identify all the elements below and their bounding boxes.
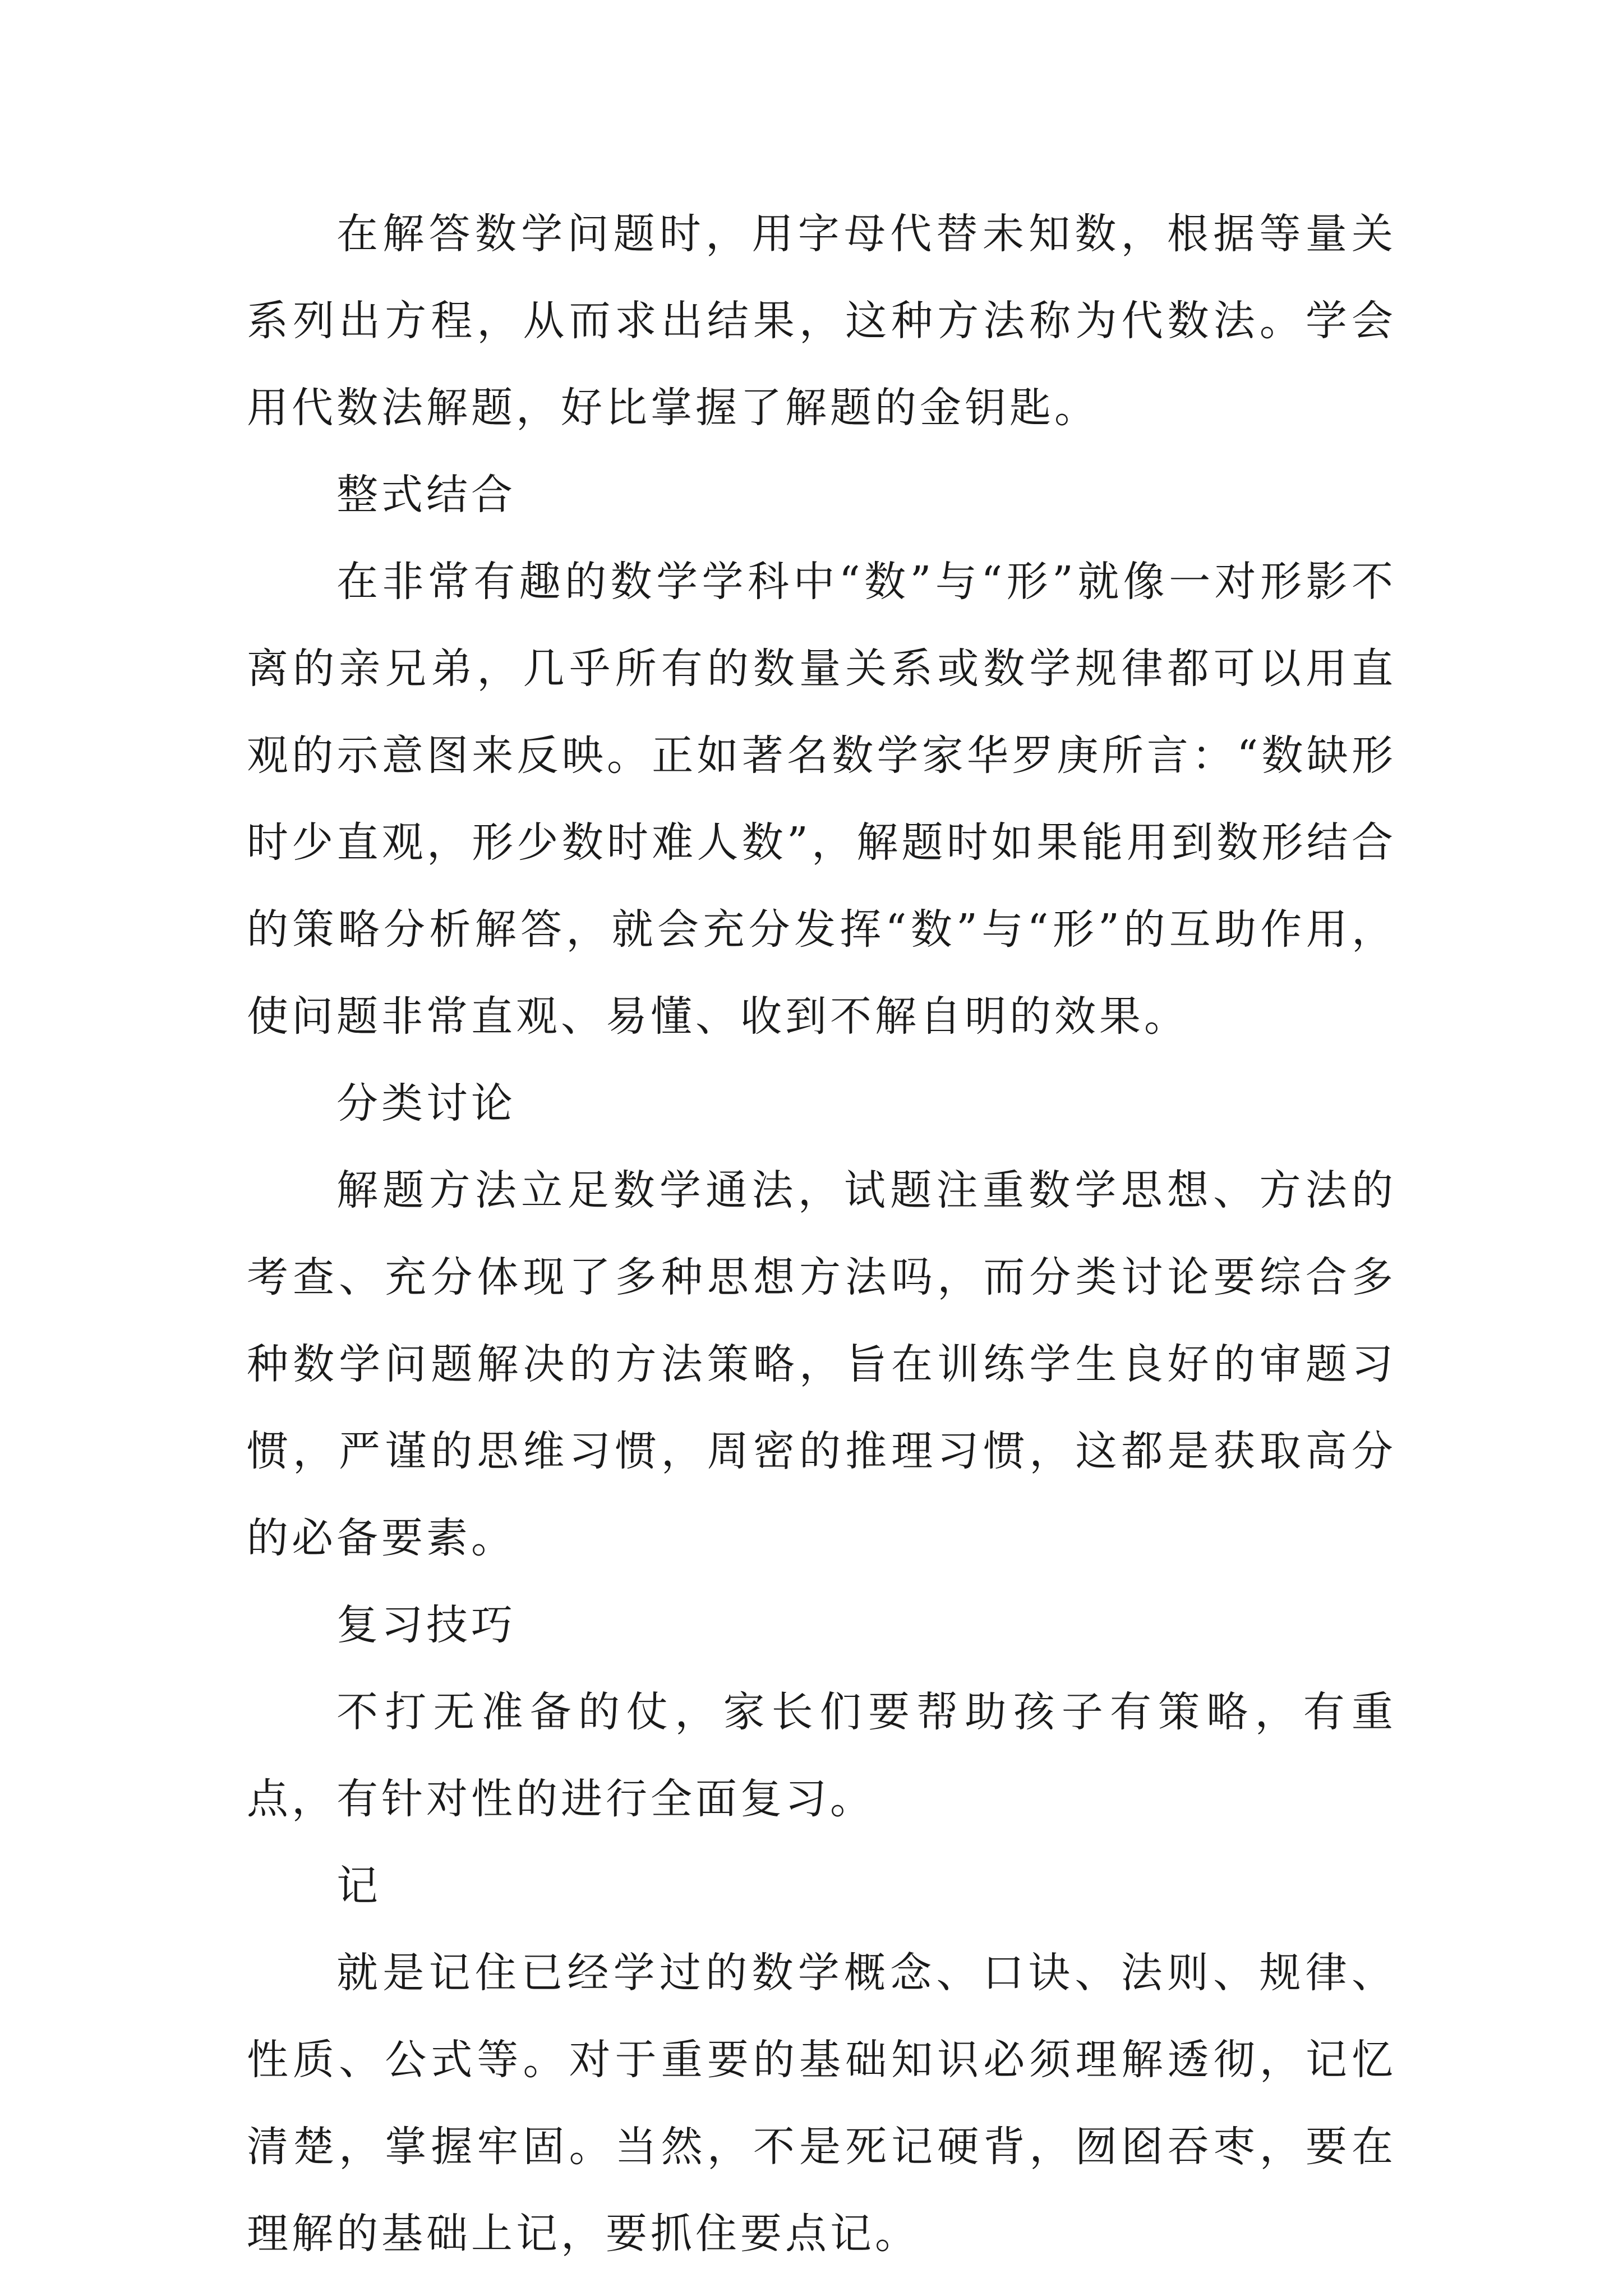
paragraph-number-shape: 在非常有趣的数学学科中“数”与“形”就像一对形影不离的亲兄弟，几乎所有的数量关系或数学规律都可以用直观的示意图来反映。正如著名数学家华罗庚所言：“数缺形时少直观，形少数时难人数”，解题时如果能用到数形结合的策略分析解答，就会充分发挥“数”与“形”的互助作用，使问题非常直观、易懂、收到不解自明的效果。	[247, 558, 1396, 1041]
document-body	[247, 191, 1396, 2277]
paragraph-algebra-method: 在解答数学问题时，用字母代替未知数，根据等量关系列出方程，从而求出结果，这种方法称为代数法。学会用代数法解题，好比掌握了解题的金钥匙。	[247, 210, 1396, 432]
heading-memorize: 记	[336, 1862, 381, 1910]
heading-integral-combination: 整式结合	[336, 471, 516, 519]
paragraph-review: 不打无准备的仗，家长们要帮助孩子有策略，有重点，有针对性的进行全面复习。	[247, 1688, 1396, 1823]
heading-classification-discussion: 分类讨论	[336, 1079, 516, 1128]
heading-review-skills: 复习技巧	[336, 1601, 516, 1649]
paragraph-classification: 解题方法立足数学通法，试题注重数学思想、方法的考查、充分体现了多种思想方法吗，而分类讨论要综合多种数学问题解决的方法策略，旨在训练学生良好的审题习惯，严谨的思维习惯，周密的推理习惯，这都是获取高分的必备要素。	[247, 1166, 1396, 1562]
paragraph-memorize: 就是记住已经学过的数学概念、口诀、法则、规律、性质、公式等。对于重要的基础知识必须理解透彻，记忆清楚，掌握牢固。当然，不是死记硬背，囫囵吞枣，要在理解的基础上记，要抓住要点记。	[247, 1949, 1396, 2258]
